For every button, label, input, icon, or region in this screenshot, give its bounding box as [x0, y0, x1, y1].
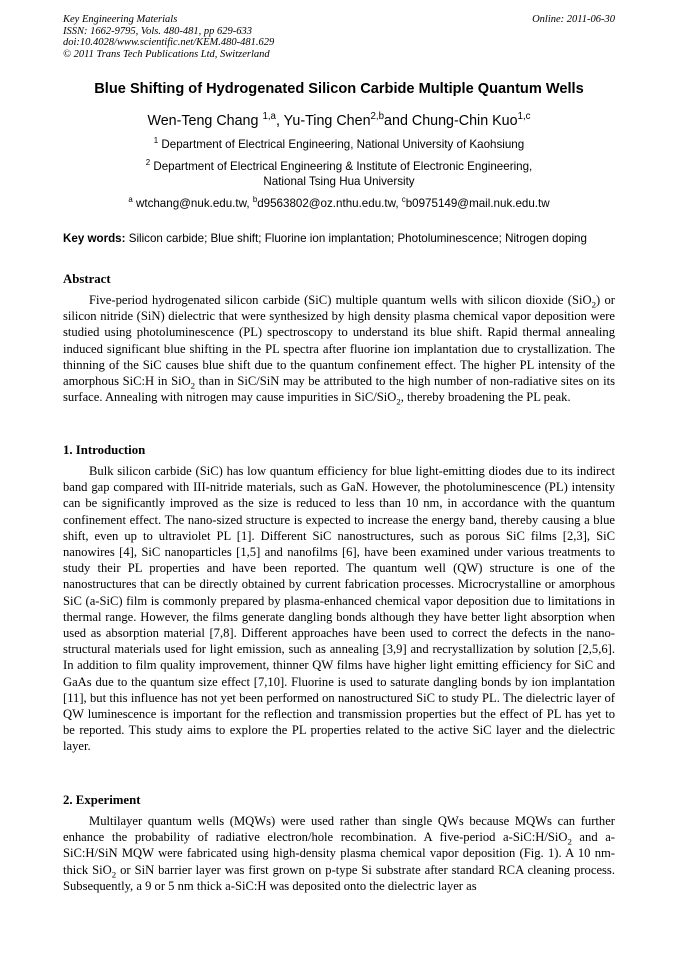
email-line: $^a$ wtchang@nuk.edu.tw, $^b$d9563802@oz.nthu.edu.tw, $^c$b0975149@mail.nuk.edu.tw — [128, 195, 550, 210]
email-b: d9563802@oz.nthu.edu.tw, — [257, 197, 402, 210]
experiment-paragraph: Multilayer quantum wells (MQWs) were used rather than single QWs because MQWs can further enhance the probability of radiative electron/hole recombination. A five-period a-SiC:H/SiO$_2$ and a-SiC:H/SiN MQW were fabricated using high-density plasma chemical vapor deposition (Fig. 1). A 10 nm-thick SiO$_2$ or SiN barrier layer was first grown on p-type Si substrate after standard RCA cleaning process. Subsequently, a 9 or 5 nm thick a-SiC:H was deposited onto the dielectric layer as — [63, 814, 615, 893]
abstract-paragraph: Five-period hydrogenated silicon carbide (SiC) multiple quantum wells with silicon dioxide (SiO$_2$) or silicon nitride (SiN) dielectric that were synthesized by high density plasma chemical vapor deposition were studied using photoluminescence (PL) spectroscopy to understand its blue shift. Rapid thermal annealing induced significant blue shifting in the PL spectra after fluorine ion implantation due to crystallization. The thinning of the SiC causes blue shift due to the quantum confinement effect. The higher PL intensity of the amorphous SiC:H in SiO$_2$ than in SiC/SiN may be attributed to the high number of non-radiative sites on its surface. Annealing with nitrogen may cause impurities in SiC/SiO$_2$, thereby broadening the PL peak. — [63, 293, 615, 407]
abstract-heading: Abstract — [63, 272, 111, 286]
keywords-text: Silicon carbide; Blue shift; Fluorine ion implantation; Photoluminescence; Nitrogen doping — [125, 232, 587, 245]
paper-title: Blue Shifting of Hydrogenated Silicon Carbide Multiple Quantum Wells — [94, 81, 584, 97]
keywords-label: Key words: — [63, 232, 126, 245]
journal-name: Key Engineering Materials — [63, 14, 178, 25]
author-name: and Chung-Chin Kuo — [384, 113, 518, 129]
author-marker: 2,b — [370, 111, 385, 123]
email-c: b0975149@mail.nuk.edu.tw — [405, 197, 550, 210]
affiliation-marker: 1 — [153, 136, 159, 146]
experiment-heading: 2. Experiment — [63, 793, 141, 807]
introduction-heading: 1. Introduction — [63, 443, 146, 457]
author-name: Wen-Teng Chang — [147, 113, 263, 129]
online-date: Online: 2011-06-30 — [532, 14, 615, 25]
affiliation-1: $^1$ Department of Electrical Engineering, National University of Kaohsiung — [153, 136, 525, 151]
affiliation-marker: 2 — [145, 158, 151, 168]
author-list — [40, 113, 638, 129]
affiliation-2: $^2$ Department of Electrical Engineering & Institute of Electronic Engineering, National Tsing Hua University — [145, 158, 533, 188]
author-name: , Yu-Ting Chen — [275, 113, 371, 129]
doi-line: doi:10.4028/www.scientific.net/KEM.480-481.629 — [63, 37, 275, 48]
author-marker: 1,c — [517, 111, 531, 123]
issn-line: ISSN: 1662-9795, Vols. 480-481, pp 629-633 — [63, 25, 252, 37]
introduction-paragraph: Bulk silicon carbide (SiC) has low quantum efficiency for blue light-emitting diodes due to its indirect band gap compared with III-nitride materials, such as GaN. However, the photoluminescence (PL) intensity can be significantly improved as the size is reduced to less than 10 nm, in accordance with the quantum confinement effect. The nano-sized structure is expected to increase the energy band, thereby causing a blue shift, even up to ultraviolet PL [1]. Different SiC nanostructures, such as porous SiC films [2,3], SiC nanowires [4], SiC nanoparticles [1,5] and nanofilms [6], have been examined under various treatments to study their PL properties and have been reported. The quantum well (QW) structure is one of the nanostructures that can be directly obtained by current fabrication processes. Microcrystalline or amorphous SiC (a-SiC) film is commonly prepared by plasma-enhanced chemical vapor deposition due to limitations in thermal range. However, the films generate dangling bonds although they have better light absorption when used as absorption material [7,8]. Different approaches have been used to correct the defects in the nano-structural materials used for light emission, such as annealing [3,9] and recrystallization by solution [2,5,6]. In addition to film quality improvement, thinner QW films have higher light emitting efficiency for SiC and GaAs due to the quantum size effect [7,10]. Fluorine is used to saturate dangling bonds by ion implantation [11], but this influence has not yet been performed on nanostructured SiC to study PL. The dielectric layer of QW luminescence is important for the reflection and transmission properties but the effect of PL has yet to be reported. This study aims to explore the PL properties related to the active SiC layer and the dielectric layer. — [63, 464, 615, 754]
author-marker: 1,a — [262, 111, 276, 123]
copyright-line: © 2011 Trans Tech Publications Ltd, Switzerland — [63, 48, 270, 60]
email-a: wtchang@nuk.edu.tw, — [132, 197, 253, 210]
keywords — [63, 232, 615, 247]
journal-header — [63, 14, 615, 60]
